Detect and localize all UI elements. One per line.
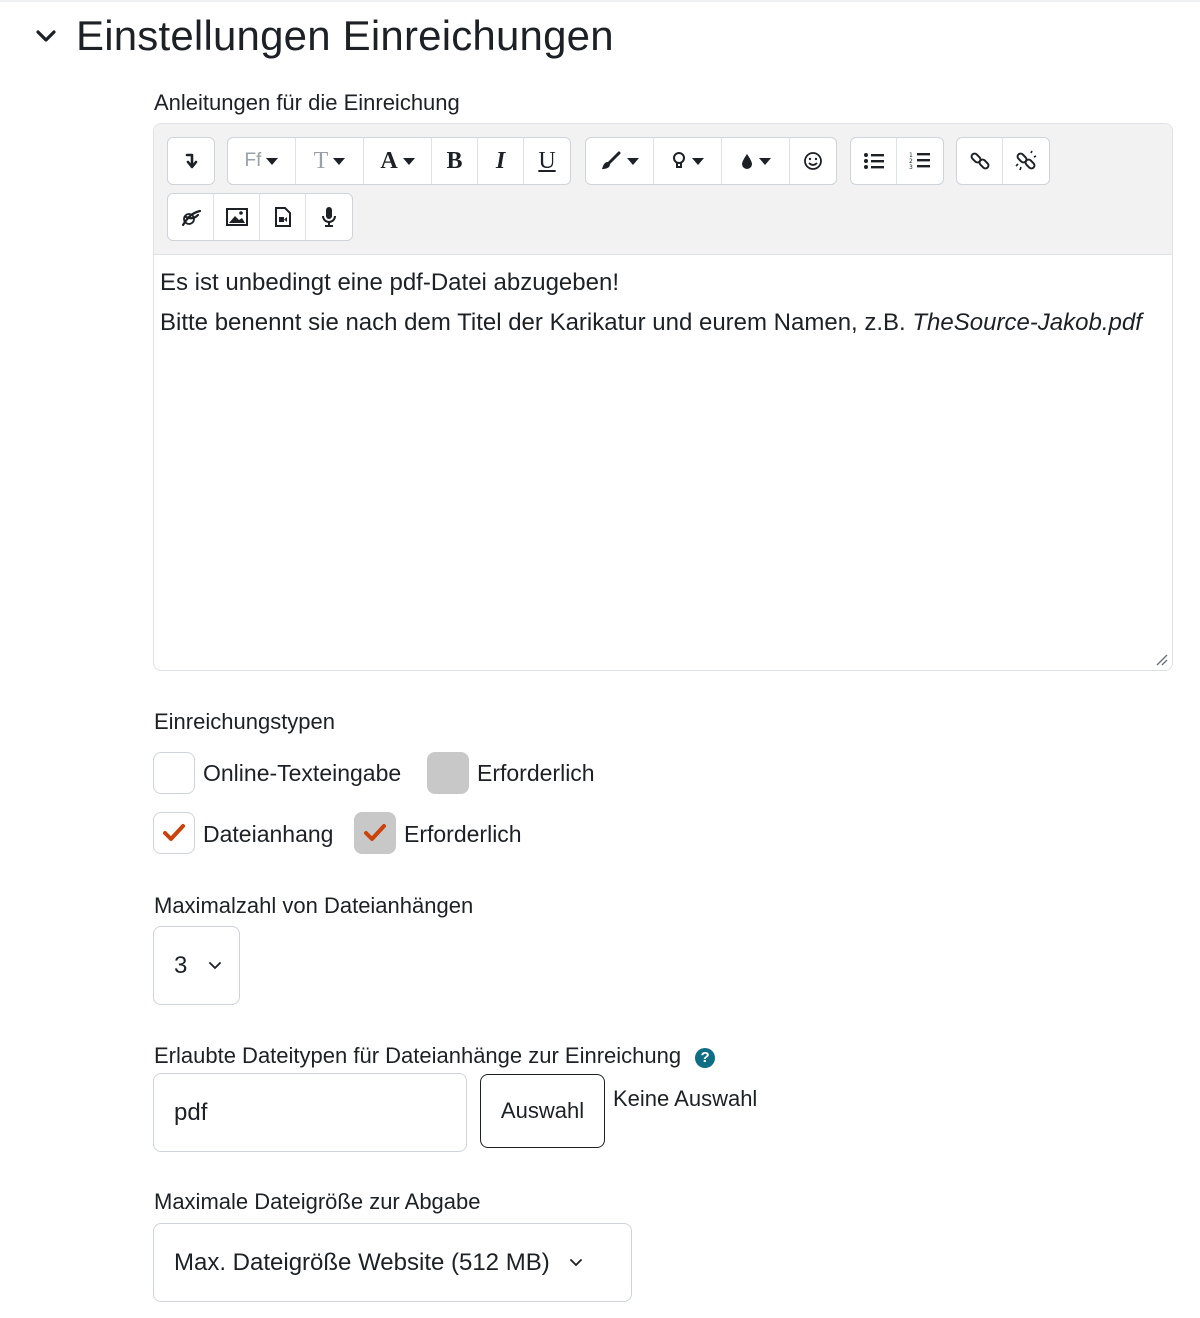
instruction-line-1: Es ist unbedingt eine pdf-Datei abzugeben!	[160, 269, 619, 296]
image-button[interactable]	[214, 194, 260, 240]
unordered-list-button[interactable]	[851, 138, 897, 184]
underline-button[interactable]	[524, 138, 570, 184]
top-divider	[0, 0, 1200, 6]
text-style-label: A	[380, 147, 398, 174]
font-size-label: T	[313, 147, 329, 174]
svg-text:2: 2	[909, 158, 913, 165]
checkmark-icon	[162, 823, 186, 843]
toolbar-group-media	[167, 193, 353, 241]
svg-text:3: 3	[909, 164, 913, 171]
font-family-button[interactable]	[228, 138, 296, 184]
svg-text:1: 1	[909, 152, 913, 159]
toolbar-group-lists	[850, 137, 944, 185]
help-icon[interactable]: ?	[695, 1048, 715, 1068]
arrow-down-icon	[184, 152, 198, 170]
instruction-filename: TheSource-Jakob.pdf	[912, 309, 1142, 336]
font-size-button[interactable]	[296, 138, 364, 184]
instruction-line-2-text: Bitte benennt sie nach dem Titel der Karikatur und eurem Namen, z.B.	[160, 309, 913, 336]
unlink-button[interactable]	[1003, 138, 1049, 184]
instructions-label: Anleitungen für die Einreichung	[154, 90, 460, 115]
bullet-list-icon	[863, 152, 885, 170]
font-family-label: Ff	[244, 150, 262, 171]
underline-label: U	[538, 147, 556, 174]
image-icon	[226, 208, 248, 226]
media-button[interactable]	[260, 194, 306, 240]
editor-toolbar	[154, 124, 1172, 255]
section-header[interactable]	[28, 8, 614, 64]
microphone-icon	[321, 206, 337, 228]
file-required-label: Erforderlich	[404, 821, 522, 847]
drop-icon	[740, 152, 754, 170]
toolbar-group-links	[956, 137, 1050, 185]
section-title: Einstellungen Einreichungen	[76, 12, 614, 59]
equation-icon	[180, 207, 202, 227]
brush-button[interactable]	[586, 138, 654, 184]
rich-text-editor[interactable]	[153, 123, 1173, 671]
bold-label: B	[446, 147, 463, 174]
max-files-value: 3	[174, 951, 188, 979]
max-size-label: Maximale Dateigröße zur Abgabe	[154, 1189, 481, 1214]
lightbulb-button[interactable]	[654, 138, 722, 184]
file-submission-checkbox[interactable]	[153, 812, 195, 854]
bold-button[interactable]	[432, 138, 478, 184]
numbered-list-icon	[909, 151, 931, 171]
italic-label: I	[495, 147, 506, 174]
toolbar-group-collapse	[167, 137, 215, 185]
chevron-down-icon[interactable]	[28, 16, 64, 56]
lightbulb-icon	[671, 151, 687, 171]
text-style-button[interactable]	[364, 138, 432, 184]
collapse-toolbar-button[interactable]	[168, 138, 214, 184]
link-button[interactable]	[957, 138, 1003, 184]
file-types-value: pdf	[174, 1098, 208, 1126]
max-files-label: Maximalzahl von Dateianhängen	[154, 893, 474, 918]
online-text-required-label: Erforderlich	[477, 760, 595, 786]
max-size-value: Max. Dateigröße Website (512 MB)	[174, 1248, 550, 1276]
paintbrush-icon	[600, 151, 622, 171]
online-text-label: Online-Texteingabe	[203, 760, 402, 786]
italic-button[interactable]	[478, 138, 524, 184]
no-selection-text: Keine Auswahl	[613, 1086, 758, 1111]
video-file-icon	[274, 207, 292, 227]
max-size-select[interactable]	[153, 1223, 632, 1302]
file-submission-label: Dateianhang	[203, 821, 334, 847]
checkmark-icon	[363, 823, 387, 843]
toolbar-group-format	[585, 137, 837, 185]
online-text-required-checkbox[interactable]	[427, 752, 469, 794]
ordered-list-button[interactable]	[897, 138, 943, 184]
max-files-select[interactable]	[153, 926, 240, 1005]
chevron-down-icon	[209, 962, 221, 970]
file-types-label-text: Erlaubte Dateitypen für Dateianhänge zur Einreichung	[154, 1043, 682, 1068]
unlink-icon	[1015, 150, 1037, 172]
file-required-checkbox[interactable]	[354, 812, 396, 854]
online-text-checkbox[interactable]	[153, 752, 195, 794]
instruction-line-2	[160, 303, 1166, 343]
toolbar-group-text	[227, 137, 571, 185]
submission-types-label: Einreichungstypen	[154, 709, 336, 734]
resize-handle-icon[interactable]	[1154, 652, 1168, 666]
editor-content[interactable]	[154, 255, 1172, 669]
record-audio-button[interactable]	[306, 194, 352, 240]
file-types-label	[154, 1043, 715, 1069]
emoji-button[interactable]	[790, 138, 836, 184]
choose-file-types-button[interactable]: Auswahl	[480, 1074, 605, 1148]
link-icon	[969, 150, 991, 172]
equation-button[interactable]	[168, 194, 214, 240]
file-types-input[interactable]	[153, 1073, 467, 1152]
smiley-icon	[803, 151, 823, 171]
chevron-down-icon	[570, 1259, 582, 1267]
color-button[interactable]	[722, 138, 790, 184]
